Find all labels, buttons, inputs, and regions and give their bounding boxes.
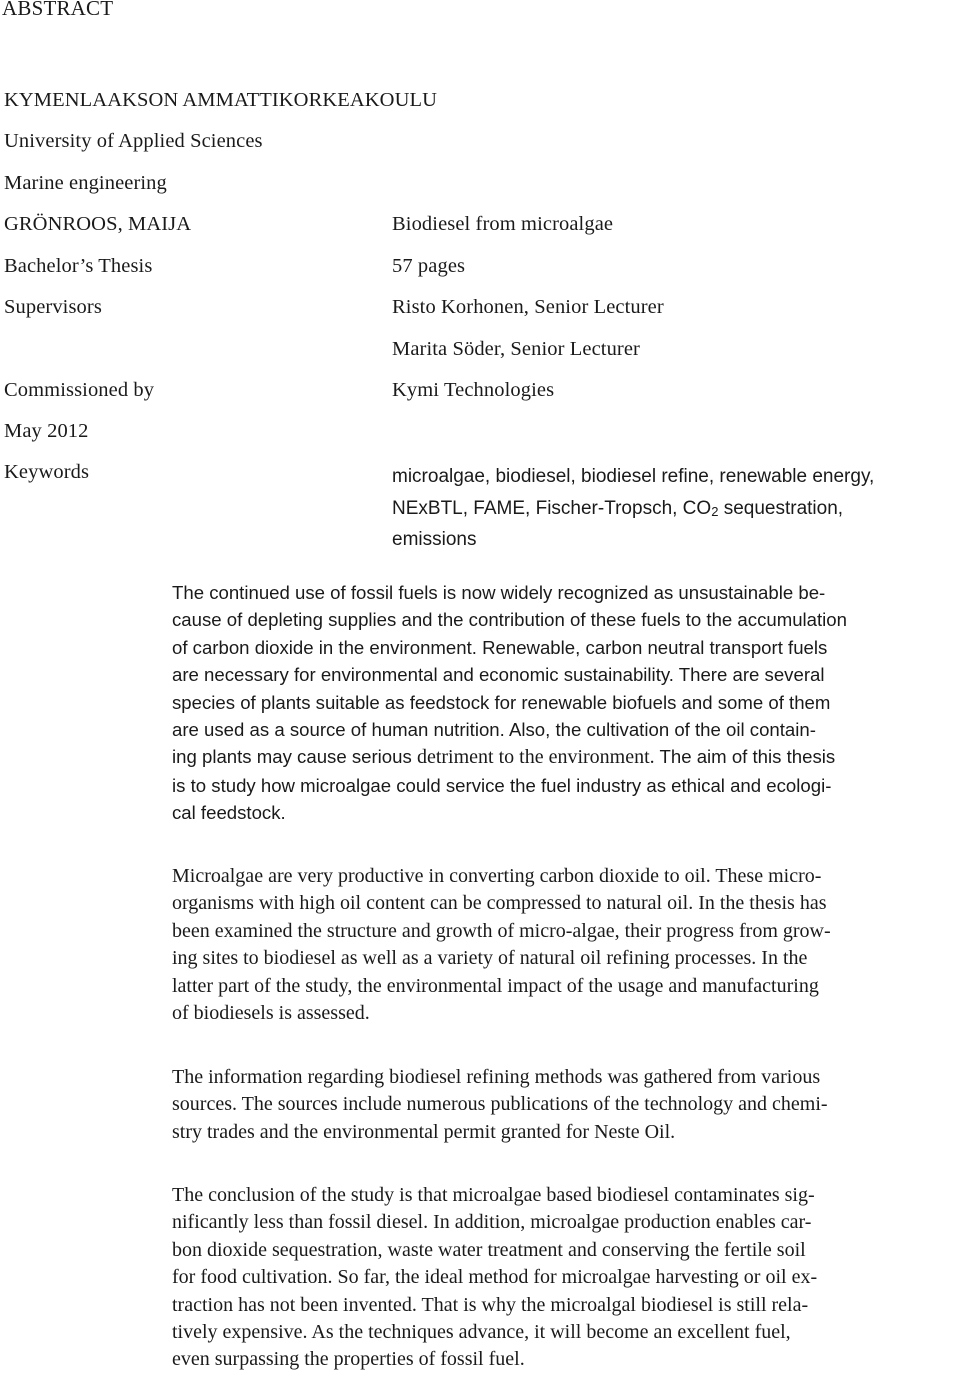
text-line: are necessary for environmental and economic sustainability. There are several bbox=[172, 664, 825, 686]
text-line: of carbon dioxide in the environment. Renewable, carbon neutral transport fuels bbox=[172, 636, 828, 658]
author-name: GRÖNROOS, MAIJA bbox=[4, 213, 192, 235]
text-line: cal feedstock. bbox=[172, 802, 286, 824]
text-line: traction has not been invented. That is why the microalgal biodiesel is still rela- bbox=[172, 1293, 809, 1316]
text-line: been examined the structure and growth of micro-algae, their progress from grow- bbox=[172, 919, 831, 942]
text-line: The conclusion of the study is that microalgae based biodiesel contaminates sig- bbox=[172, 1184, 815, 1206]
page-count: 57 pages bbox=[392, 255, 466, 277]
text-line: even surpassing the properties of fossil fuel. bbox=[172, 1348, 525, 1371]
abstract-paragraph-2 bbox=[172, 863, 958, 1027]
commissioned-by-value: Kymi Technologies bbox=[392, 379, 555, 401]
keywords-line: emissions bbox=[392, 529, 477, 550]
text-line: of biodiesels is assessed. bbox=[172, 1002, 370, 1025]
text-line: species of plants suitable as feedstock for renewable biofuels and some of them bbox=[172, 691, 831, 713]
supervisor-2: Marita Söder, Senior Lecturer bbox=[392, 338, 640, 360]
abstract-heading: ABSTRACT bbox=[2, 0, 114, 20]
degree-program: Marine engineering bbox=[4, 172, 167, 194]
text-line: cause of depleting supplies and the contribution of these fuels to the accumulation bbox=[172, 609, 847, 631]
text-line: is to study how microalgae could service the fuel industry as ethical and ecologi- bbox=[172, 774, 832, 796]
thesis-date: May 2012 bbox=[4, 420, 89, 442]
text-line: ing plants may cause serious detriment to the environment. The aim of this thesis bbox=[172, 746, 836, 769]
text-line: stry trades and the environmental permit granted for Neste Oil. bbox=[172, 1120, 676, 1143]
keywords-line: microalgae, biodiesel, biodiesel refine, renewable energy, bbox=[392, 466, 875, 487]
abstract-paragraph-4 bbox=[172, 1182, 958, 1374]
supervisors-label: Supervisors bbox=[4, 296, 102, 318]
text-line: latter part of the study, the environmental impact of the usage and manufacturing bbox=[172, 974, 819, 997]
text-line: tively expensive. As the techniques advance, it will become an excellent fuel, bbox=[172, 1321, 791, 1344]
text-line: sources. The sources include numerous publications of the technology and chemi- bbox=[172, 1093, 828, 1116]
text-line: organisms with high oil content can be compressed to natural oil. In the thesis has bbox=[172, 892, 827, 915]
abstract-paragraph-3 bbox=[172, 1064, 958, 1146]
school-name: KYMENLAAKSON AMMATTIKORKEAKOULU bbox=[4, 89, 438, 111]
keywords-list bbox=[392, 461, 952, 556]
keywords-label: Keywords bbox=[4, 461, 90, 483]
text-line: nificantly less than fossil diesel. In addition, microalgae production enables car- bbox=[172, 1211, 812, 1234]
commissioned-by-label: Commissioned by bbox=[4, 379, 155, 401]
keywords-line: NExBTL, FAME, Fischer-Tropsch, $CO_2$ sequestration, bbox=[392, 497, 844, 519]
thesis-type-label: Bachelor’s Thesis bbox=[4, 255, 153, 277]
school-subtitle: University of Applied Sciences bbox=[4, 130, 263, 152]
text-line: ing sites to biodiesel as well as a variety of natural oil refining processes. In the bbox=[172, 947, 808, 970]
subscript-2: 2 bbox=[711, 503, 719, 519]
text-line: The information regarding biodiesel refining methods was gathered from various bbox=[172, 1066, 821, 1088]
text-line: are used as a source of human nutrition. Also, the cultivation of the oil contain- bbox=[172, 719, 816, 741]
abstract-paragraph-1 bbox=[172, 579, 958, 827]
text-line: Microalgae are very productive in converting carbon dioxide to oil. These micro- bbox=[172, 865, 822, 887]
text-line: bon dioxide sequestration, waste water treatment and conserving the fertile soil bbox=[172, 1238, 806, 1261]
thesis-title: Biodiesel from microalgae bbox=[392, 213, 614, 235]
text-line: The continued use of fossil fuels is now widely recognized as unsustainable be- bbox=[172, 582, 826, 603]
supervisor-1: Risto Korhonen, Senior Lecturer bbox=[392, 296, 664, 318]
text-line: for food cultivation. So far, the ideal method for microalgae harvesting or oil ex- bbox=[172, 1266, 818, 1289]
